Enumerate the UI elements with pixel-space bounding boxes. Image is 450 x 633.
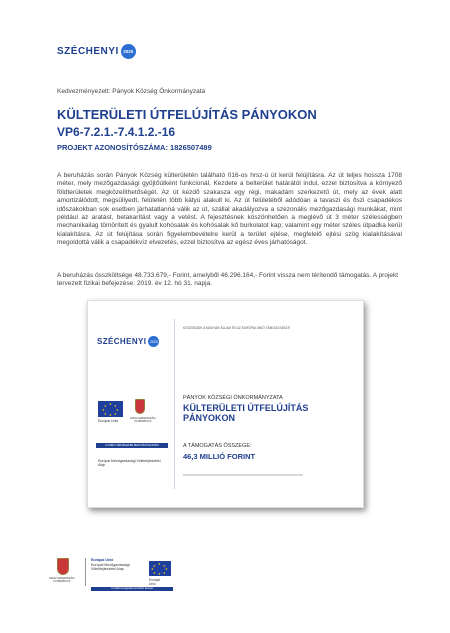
footer-slogan-bar: A vidéki térségekbe beruházó Európa — [91, 587, 173, 591]
logo-text: SZÉCHENYI — [57, 46, 119, 57]
footer-fund-line2: Európai Mezőgazdasági — [91, 562, 130, 567]
footer-eu-flag-icon: ★ ★ ★ ★ ★ ★ ★ ★ — [149, 561, 171, 576]
hungary-label: MAGYARORSZÁG KORMÁNYA — [130, 416, 156, 424]
footer-fund-line1: Európai Unió — [91, 558, 114, 562]
board-footer-line — [183, 474, 303, 476]
board-amount: 46,3 MILLIÓ FORINT — [183, 452, 256, 461]
footer-crest-label: MAGYARORSZÁG KORMÁNYA — [49, 576, 75, 584]
board-fund-label: Európai Mezőgazdasági Vidékfejlesztési Alap — [98, 459, 161, 467]
board-logo — [97, 336, 159, 347]
beneficiary-line: Kedvezményezett: Pányok Község Önkormányzata — [57, 88, 206, 95]
board-title: KÜLTERÜLETI ÚTFELÚJÍTÁS PÁNYOKON — [183, 403, 309, 423]
project-board-image — [87, 300, 364, 508]
footer-crest-icon — [57, 558, 69, 575]
board-logo-badge-icon: 2020 — [148, 336, 159, 347]
board-slogan-bar: A VIDÉKI TÉRSÉGEKBE BERUHÁZÓ EURÓPA — [96, 443, 168, 448]
footer-fund-line3: Vidékfejlesztési Alap — [91, 567, 124, 572]
szechenyi-logo — [57, 44, 136, 59]
board-beneficiary: PÁNYOK KÖZSÉGI ÖNKORMÁNYZATA — [183, 395, 283, 401]
footer-eu-label: Európai Unió — [149, 578, 160, 586]
footer-divider — [85, 558, 86, 586]
description-paragraph: A beruházás során Pányok Község külterületén található 016-os hrsz-ú út kerül felújításra. Az út teljes hossza 1708 méter, mely mezőgazdasági gyűjtőútként funkcionál. Kezdete a belterület határától indul, ezzel biztosítva a környező földterületek megközelíthetőségét. Az út kezdő szakasza egy régi, makadám szerkezetű út, mely az évek alatt amortizálódott, megsüllyedt, felületén több kátyú alakult ki. Az út felületéből adódóan a tavaszi és őszi csapadékos időszakokban sok esetben járhatatlanná válik az út, szállal akadályozva a szezonális mezőgazdasági munkákat, mint például az aratást, betakarítást vagy a vetést. A fejesztésnek köszönhetően a meglévő út 3 méter szélességben mechanikailag tömörített és gyalult kohósalak és kohósalak kő burkolatot kap; valamint egy méter széles útpadka kerül kialakításra. Az út felújítása során figyelembevételre kerül a terület ejtése, megfelelő ejtési szög kialakításával megoldottá válik a csapadékvíz elvezetés, ezzel biztosítva az egész éves járhatóságot. — [57, 172, 402, 247]
cost-paragraph: A beruházás összköltsége 48.733.679,- Forint, amelyből 46.296.164,- Forint vissza nem térítendő támogatás. A projekt tervezett fizikai befejezése: 2019. év 12. hó 31. napja. — [57, 272, 399, 288]
page-title: KÜLTERÜLETI ÚTFELÚJÍTÁS PÁNYOKON — [57, 107, 317, 122]
board-logo-text: SZÉCHENYI — [97, 337, 147, 346]
footer-fund-text — [91, 558, 146, 572]
board-amount-label: A TÁMOGATÁS ÖSSZEGE: — [183, 443, 252, 449]
board-supported-text: KÖSZÖNJÜK A MAGYAR ÁLLAM ÉS AZ EURÓPAI UNIÓ TÁMOGATÁSÁT! — [183, 326, 291, 330]
board-divider — [174, 319, 175, 489]
eu-flag-icon: ★ ★ ★ ★ ★ ★ ★ ★ — [98, 401, 123, 417]
logo-badge-icon: 2020 — [121, 44, 136, 59]
project-code: VP6-7.2.1.-7.4.1.2.-16 — [57, 125, 176, 139]
hungary-crest-icon — [135, 399, 145, 414]
project-id: PROJEKT AZONOSÍTÓSZÁMA: 1826507489 — [57, 143, 212, 152]
eu-label: Európai Unió — [98, 419, 119, 423]
